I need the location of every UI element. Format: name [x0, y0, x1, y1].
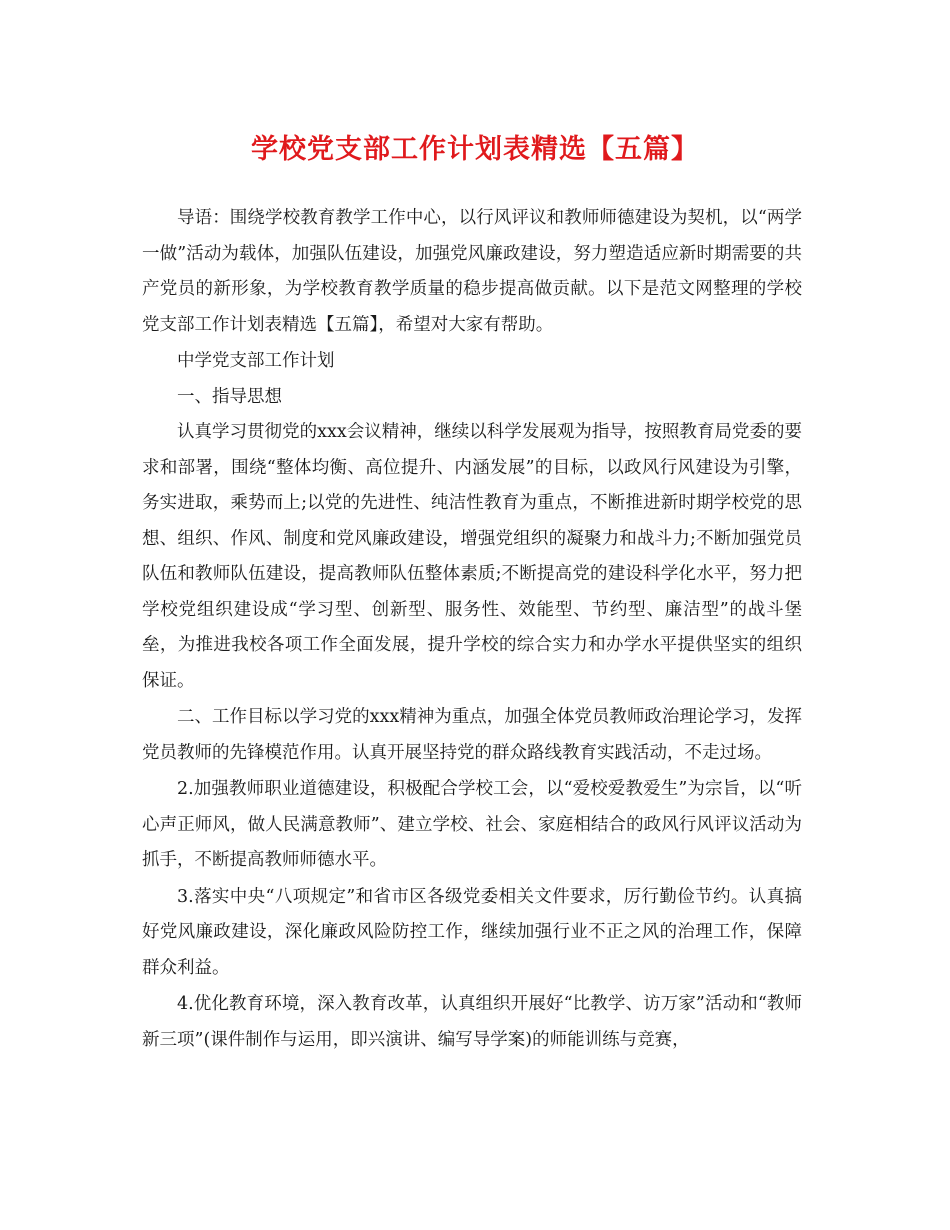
body-paragraph: 认真学习贯彻党的xxx会议精神，继续以科学发展观为指导，按照教育局党委的要求和部署，围绕“整体均衡、高位提升、内涵发展”的目标，以政风行风建设为引擎，务实进取，乘势而上;以党的先进性、纯洁性教育为重点，不断推进新时期学校党的思想、组织、作风、制度和党风廉政建设，增强党组织的凝聚力和战斗力;不断加强党员队伍和教师队伍建设，提高教师队伍整体素质;不断提高党的建设科学化水平，努力把学校党组织建设成“学习型、创新型、服务性、效能型、节约型、廉洁型”的战斗堡垒，为推进我校各项工作全面发展，提升学校的综合实力和办学水平提供坚实的组织保证。 [142, 422, 802, 691]
document-body [142, 201, 802, 1058]
section-heading: 中学党支部工作计划 [177, 351, 335, 371]
intro-paragraph: 导语：围绕学校教育教学工作中心，以行风评议和教师师德建设为契机，以“两学一做”活动为载体，加强队伍建设，加强党风廉政建设，努力塑造适应新时期需要的共产党员的新形象，为学校教育教学质量的稳步提高做贡献。以下是范文网整理的学校党支部工作计划表精选【五篇】，希望对大家有帮助。 [142, 208, 802, 335]
document-title: 学校党支部工作计划表精选【五篇】 [251, 134, 699, 165]
body-paragraph: 4.优化教育环境，深入教育改革，认真组织开展好“比教学、访万家”活动和“教师新三项”(课件制作与运用，即兴演讲、编写导学案)的师能训练与竞赛， [142, 994, 802, 1050]
body-paragraph: 3.落实中央“八项规定”和省市区各级党委相关文件要求，厉行勤俭节约。认真搞好党风廉政建设，深化廉政风险防控工作，继续加强行业不正之风的治理工作，保障群众利益。 [142, 886, 802, 978]
subsection-heading: 一、指导思想 [177, 386, 282, 407]
body-paragraph: 2.加强教师职业道德建设，积极配合学校工会，以“爱校爱教爱生”为宗旨，以“听心声正师风，做人民满意教师”、建立学校、社会、家庭相结合的政风行风评议活动为抓手，不断提高教师师德水平。 [142, 779, 802, 870]
body-paragraph: 二、工作目标以学习党的xxx精神为重点，加强全体党员教师政治理论学习，发挥党员教师的先锋模范作用。认真开展坚持党的群众路线教育实践活动，不走过场。 [142, 707, 802, 763]
